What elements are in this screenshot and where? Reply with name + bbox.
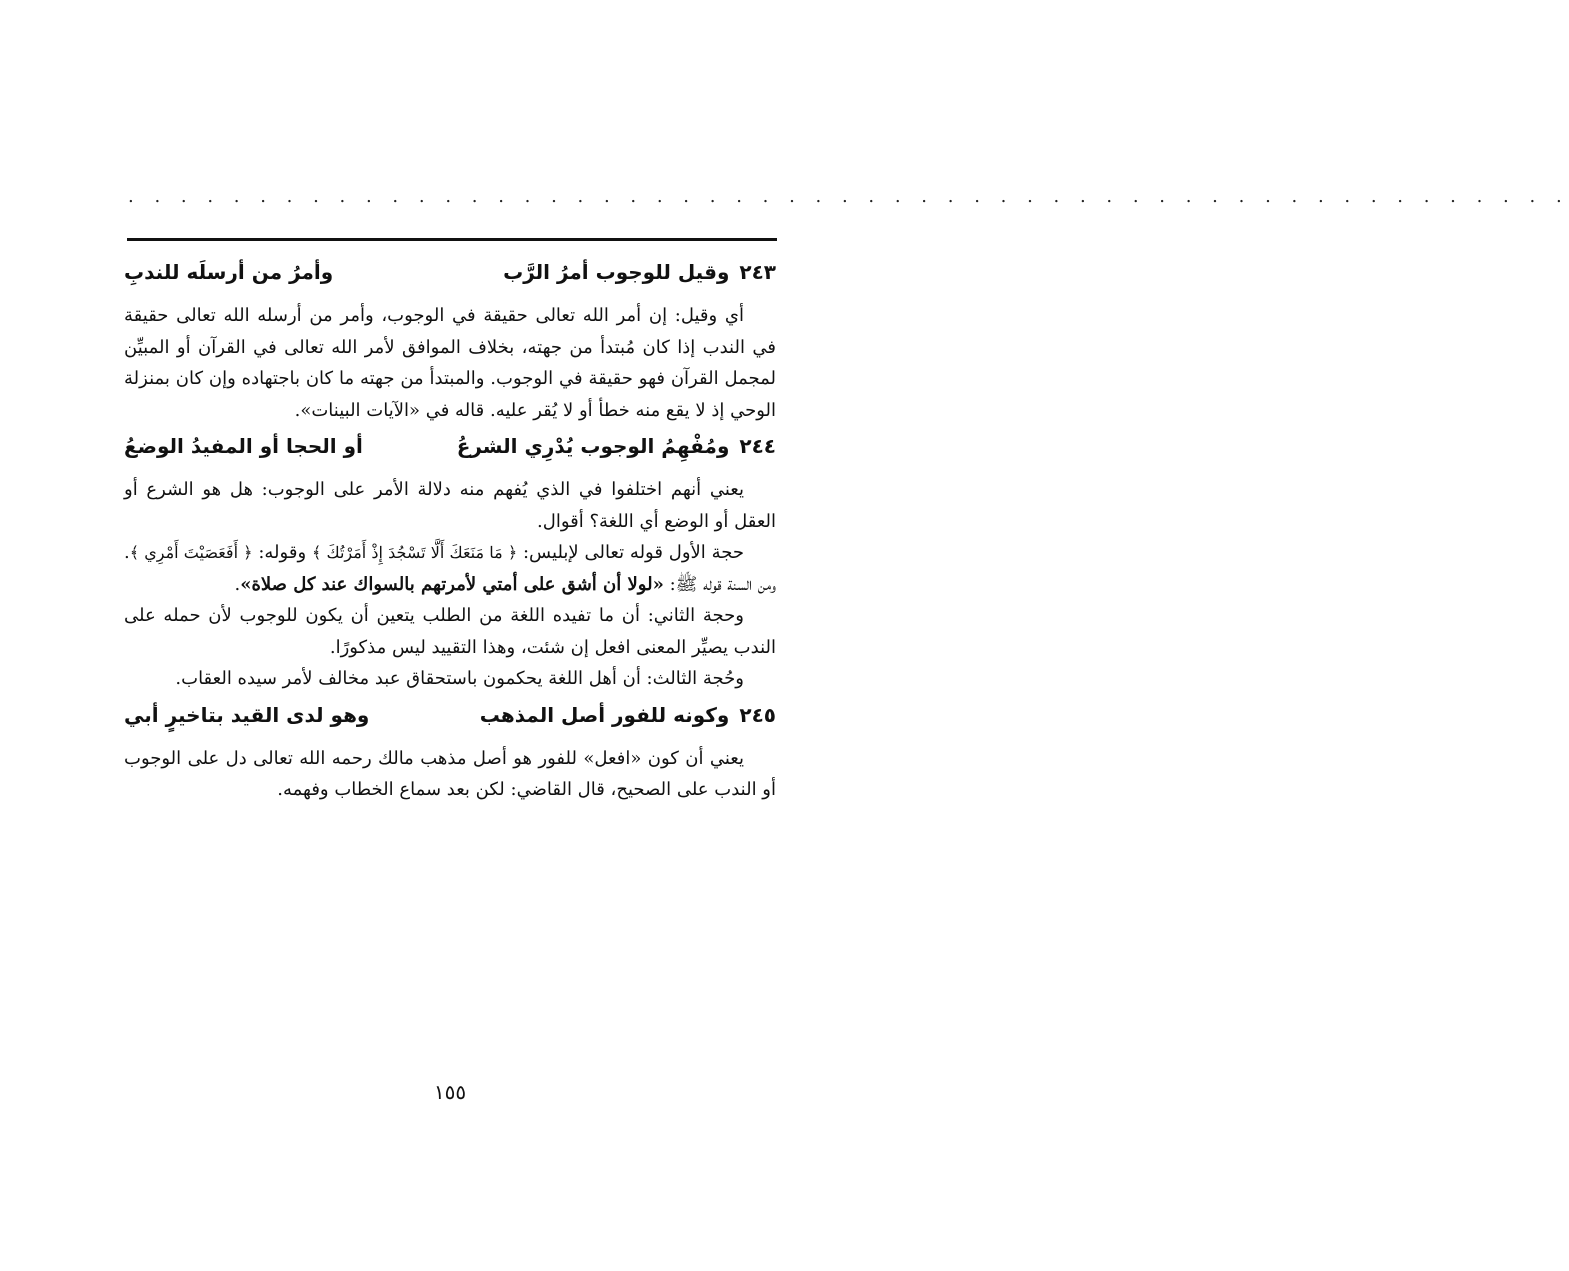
verse-first-hemistich: وكونه للفور أصل المذهب — [479, 702, 730, 727]
commentary-244-second-argument: وحجة الثاني: أن ما تفيده اللغة من الطلب يتعين أن يكون للوجوب لأن حمله على الندب يصيِّر المعنى افعل إن شئت، وهذا التقييد ليس مذكورًا. — [124, 605, 776, 658]
connector-text: وقوله: — [252, 542, 312, 563]
connector-text: . ومن السنة قوله ﷺ: — [124, 542, 776, 595]
verse-number: ٢٤٥ — [739, 702, 776, 727]
verse-number: ٢٤٤ — [739, 434, 776, 458]
commentary-244-third-argument: وحُجة الثالث: أن أهل اللغة يحكمون باستحقاق عبد مخالف لأمر سيده العقاب. — [175, 668, 744, 689]
commentary-243: أي وقيل: إن أمر الله تعالى حقيقة في الوجوب، وأمر من أرسله الله تعالى حقيقة في الندب إذا كان مُبتدأ من جهته، بخلاف الموافق لأمر الله تعالى في القرآن أو المبيِّن لمجمل القرآن فهو حقيقة في الوجوب. والمبتدأ من جهته ما كان باجتهاده وإن كان بمنزلة الوحي إذ لا يقع منه خطأ أو لا يُقر عليه. قاله في «الآيات البينات». — [124, 305, 776, 421]
decorative-dot-rule: . . . . . . . . . . . . . . . . . . . . . . . . . . . . . . . . . . . . . . . . . . . . . . . . . . . . . . . — [128, 186, 1569, 207]
hadith-quote: «لولا أن أشق على أمتي لأمرتهم بالسواك عند كل صلاة» — [240, 573, 664, 595]
verse-second-hemistich: أو الحجا أو المفيدُ الوضعُ — [124, 434, 363, 458]
commentary-244-intro: يعني أنهم اختلفوا في الذي يُفهم منه دلالة الأمر على الوجوب: هل هو الشرع أو العقل أو الوضع أي اللغة؟ أقوال. — [124, 479, 776, 532]
commentary-244-first-argument — [124, 537, 776, 600]
commentary-245: يعني أن كون «افعل» للفور هو أصل مذهب مالك رحمه الله تعالى دل على الوجوب أو الندب على الصحيح، قال القاضي: لكن بعد سماع الخطاب وفهمه. — [124, 747, 776, 800]
verse-first-hemistich: وقيل للوجوب أمرُ الرَّب — [503, 260, 730, 284]
verse-first-hemistich: ومُفْهِمُ الوجوب يُدْرِي الشرعُ — [456, 434, 730, 458]
quran-quote: ﴿ مَا مَنَعَكَ أَلَّا تَسْجُدَ إِذْ أَمَرْتُكَ ﴾ — [311, 543, 518, 562]
verse-number: ٢٤٣ — [739, 260, 776, 284]
first-argument-text: حجة الأول قوله تعالى لإبليس: — [517, 542, 744, 563]
verse-245 — [124, 695, 776, 735]
sentence-end: . — [234, 573, 241, 595]
header-rule — [127, 238, 777, 241]
quran-quote: ﴿ أَفَعَصَيْتَ أَمْرِي ﴾ — [129, 543, 253, 562]
verse-second-hemistich: وهو لدى القيد بتاخيرٍ أبي — [124, 702, 370, 727]
verse-second-hemistich: وأمرُ من أرسلَه للندبِ — [124, 260, 334, 284]
page-body — [124, 252, 776, 806]
verse-244 — [124, 426, 776, 466]
verse-243 — [124, 252, 776, 292]
page-number: ١٥٥ — [433, 1080, 467, 1104]
